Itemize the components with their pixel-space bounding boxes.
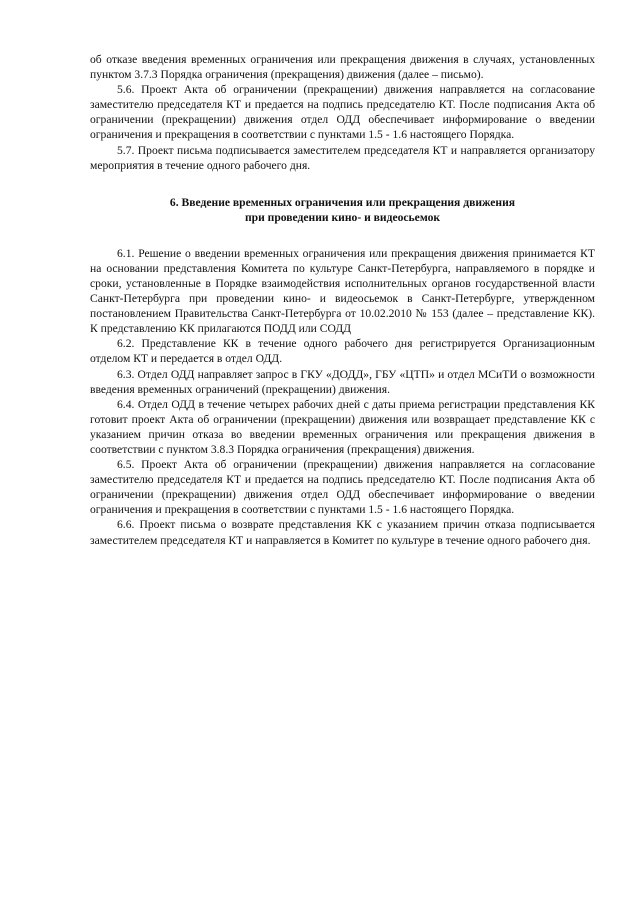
paragraph-6-3: 6.3. Отдел ОДД направляет запрос в ГКУ «ДОДД», ГБУ «ЦТП» и отдел МСиТИ о возможности введения временных ограничений (прекращении) движения.	[90, 367, 595, 396]
section-6-heading-line2: при проведении кино- и видеосьемок	[244, 211, 441, 225]
paragraph-6-5: 6.5. Проект Акта об ограничении (прекращении) движения направляется на согласование заместителю председателя КТ и предается на подпись председателю КТ. После подписания Акта об ограничении (прекращении) движения отдел ОДД обеспечивает информирование о введении ограничения и прекращения в соответствии с пунктами 1.5 - 1.6 настоящего Порядка.	[90, 458, 595, 517]
section-6-heading-line1: 6. Введение временных ограничения или прекращения движения	[169, 195, 516, 209]
paragraph-6-4: 6.4. Отдел ОДД в течение четырех рабочих дней с даты приема регистрации представления КК готовит проект Акта об ограничении (прекращении) движения или возвращает представление КК с указанием причин отказа во введении временных ограничения или прекращения движения в соответствии с пунктом 3.8.3 Порядка ограничения (прекращения) движения.	[90, 397, 595, 456]
paragraph-5-6: 5.6. Проект Акта об ограничении (прекращении) движения направляется на согласование заместителю председателя КТ и предается на подпись председателю КТ. После подписания Акта об ограничении (прекращении) движения отдел ОДД обеспечивает информирование о введении ограничения и прекращения в соответствии с пунктами 1.5 - 1.6 настоящего Порядка.	[90, 83, 595, 142]
document-page	[90, 52, 595, 548]
paragraph-continuation: об отказе введения временных ограничения или прекращения движения в случаях, установленных пунктом 3.7.3 Порядка ограничения (прекращения) движения (далее – письмо).	[90, 53, 595, 82]
paragraph-5-7: 5.7. Проект письма подписывается заместителем председателя КТ и направляется организатору мероприятия в течение одного рабочего дня.	[90, 143, 595, 172]
paragraph-6-6: 6.6. Проект письма о возврате представления КК с указанием причин отказа подписывается заместителем председателя КТ и направляется в Комитет по культуре в течение одного рабочего дня.	[90, 518, 595, 547]
section-6-heading	[90, 195, 595, 226]
paragraph-6-1: 6.1. Решение о введении временных ограничения или прекращения движения принимается КТ на основании представления Комитета по культуре Санкт-Петербурга, направляемого в порядке и сроки, установленные в Порядке взаимодействия исполнительных органов государственной власти Санкт-Петербурга при проведении кино- и видеосьемок в Санкт-Петербурге, утвержденном постановлением Правительства Санкт-Петербурга от 10.02.2010 № 153 (далее – представление КК). К представлению КК прилагаются ПОДД или СОДД	[90, 246, 595, 336]
paragraph-6-2: 6.2. Представление КК в течение одного рабочего дня регистрируется Организационным отделом КТ и передается в отдел ОДД.	[90, 337, 595, 366]
